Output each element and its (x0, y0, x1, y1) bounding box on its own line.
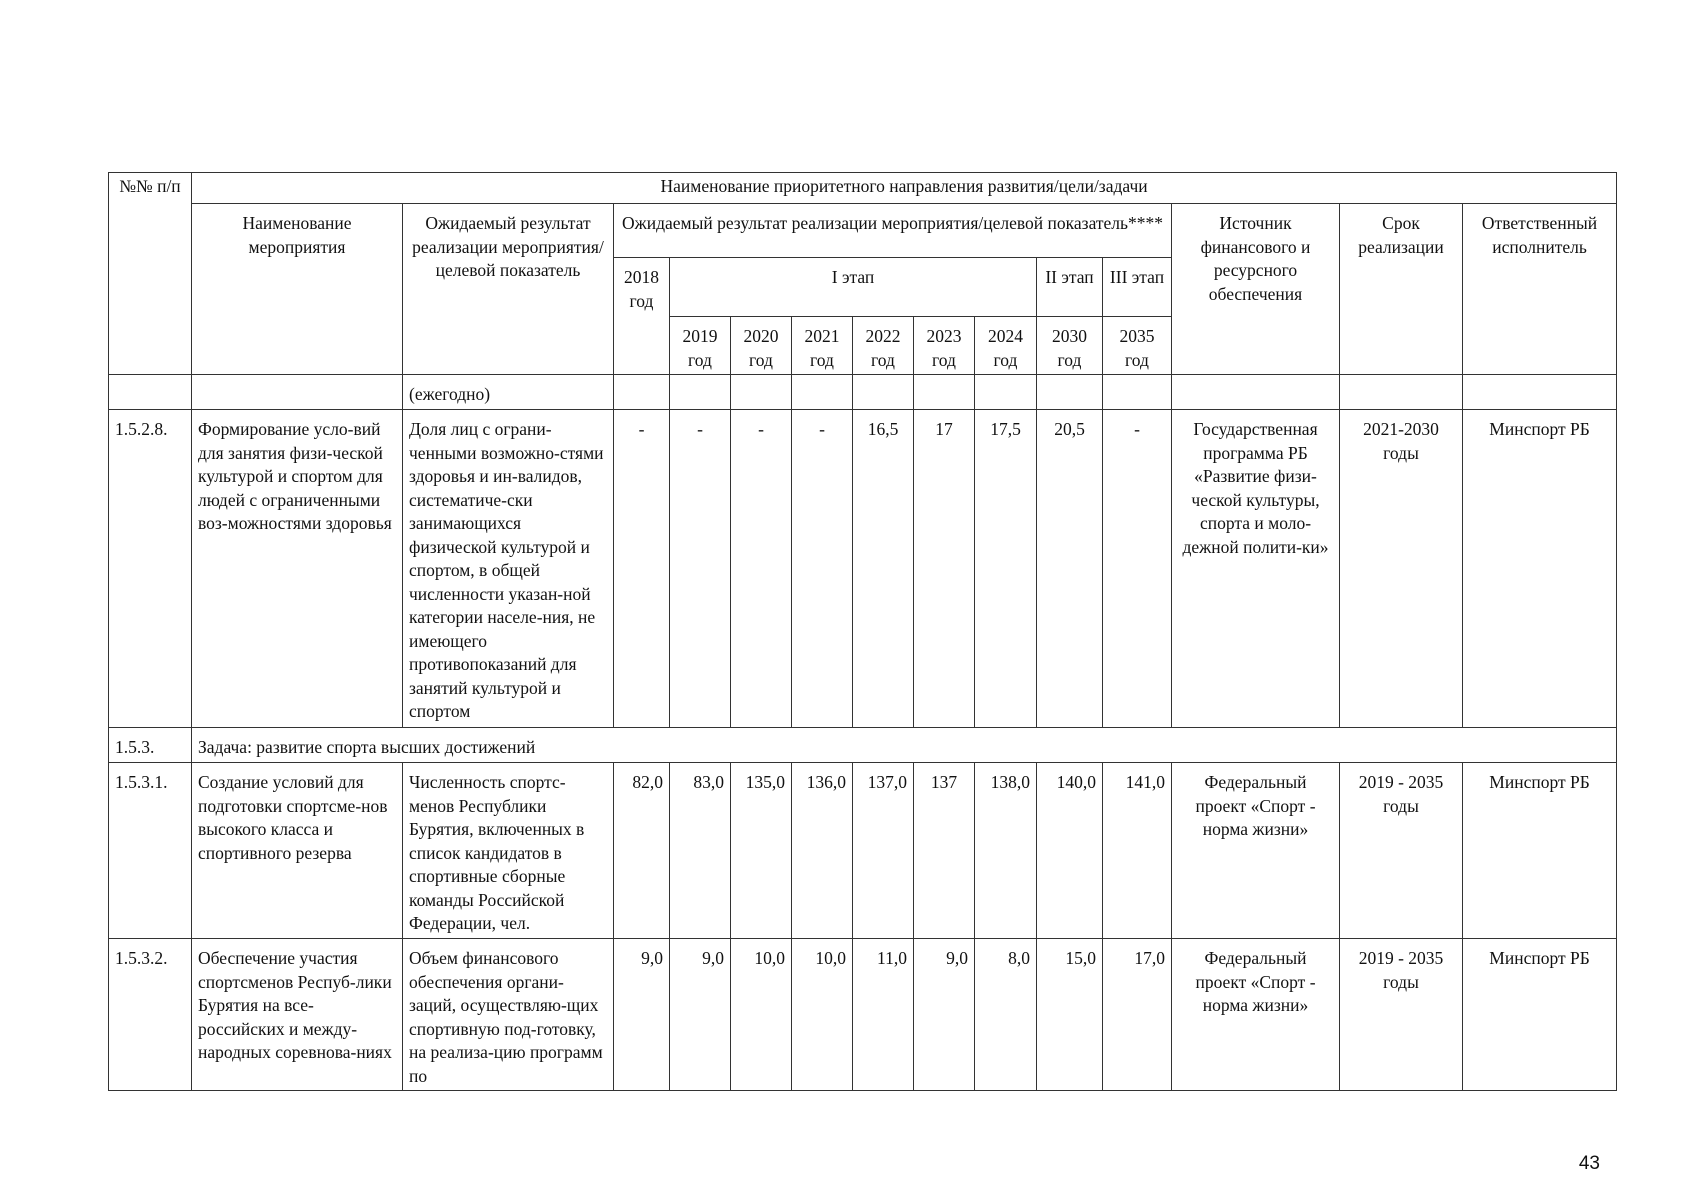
cell-value: 16,5 (853, 410, 914, 728)
header-event-name: Наименование мероприятия (192, 204, 403, 375)
cell-num: 1.5.3. (109, 728, 192, 763)
task-row (109, 728, 1617, 763)
indicator-table (108, 172, 1617, 1091)
cell-value: 17,5 (975, 410, 1037, 728)
cell-value: - (1103, 410, 1172, 728)
cell-num: 1.5.3.2. (109, 939, 192, 1091)
cell-value: 137,0 (853, 763, 914, 939)
cell-value: 11,0 (853, 939, 914, 1091)
header-num: №№ п/п (109, 173, 192, 375)
cell-result: (ежегодно) (403, 375, 614, 410)
cell-num (109, 375, 192, 410)
header-term: Срок реализации (1340, 204, 1463, 375)
cell-name: Обеспечение участия спортсменов Респуб-лики Бурятия на все-российских и между-народных соревнова-ниях (192, 939, 403, 1091)
cell-value: 138,0 (975, 763, 1037, 939)
cell-value: 141,0 (1103, 763, 1172, 939)
header-year: 2020 год (731, 317, 792, 375)
header-year: 2030 год (1037, 317, 1103, 375)
cell-value: - (792, 410, 853, 728)
cell-value: 137 (914, 763, 975, 939)
cell-source: Федеральный проект «Спорт - норма жизни» (1172, 763, 1340, 939)
cell-value: - (614, 410, 670, 728)
table-row (109, 939, 1617, 1091)
header-row-2 (109, 204, 1617, 258)
header-year: 2022 год (853, 317, 914, 375)
header-year: 2019 год (670, 317, 731, 375)
cell-value: 9,0 (670, 939, 731, 1091)
header-row-1 (109, 173, 1617, 204)
cell-term: 2019 - 2035 годы (1340, 763, 1463, 939)
header-stage-2: II этап (1037, 258, 1103, 317)
cell-value: 15,0 (1037, 939, 1103, 1091)
cell-num: 1.5.2.8. (109, 410, 192, 728)
cell-executor: Минспорт РБ (1463, 763, 1617, 939)
cell-name: Формирование усло-вий для занятия физи-ческой культурой и спортом для людей с ограниченными воз-можностями здоровья (192, 410, 403, 728)
table-row (109, 763, 1617, 939)
table-row (109, 375, 1617, 410)
cell-value: 83,0 (670, 763, 731, 939)
cell-value: 140,0 (1037, 763, 1103, 939)
cell-result: Численность спортс-менов Республики Бурятия, включенных в список кандидатов в спортивные сборные команды Российской Федерации, чел. (403, 763, 614, 939)
cell-value: 10,0 (731, 939, 792, 1091)
cell-value: 10,0 (792, 939, 853, 1091)
page-number: 43 (1578, 1153, 1600, 1174)
header-year-2018: 2018 год (614, 258, 670, 375)
header-expected-result: Ожидаемый результат реализации мероприятия/целевой показатель (403, 204, 614, 375)
cell-executor: Минспорт РБ (1463, 410, 1617, 728)
cell-value: - (670, 410, 731, 728)
cell-value: 17 (914, 410, 975, 728)
cell-value: 8,0 (975, 939, 1037, 1091)
cell-value: 17,0 (1103, 939, 1172, 1091)
header-year: 2035 год (1103, 317, 1172, 375)
cell-task: Задача: развитие спорта высших достижений (192, 728, 1617, 763)
header-stage-3: III этап (1103, 258, 1172, 317)
header-expected-indicator: Ожидаемый результат реализации мероприятия/целевой показатель**** (614, 204, 1172, 258)
cell-value: - (731, 410, 792, 728)
cell-value: 82,0 (614, 763, 670, 939)
header-executor: Ответственный исполнитель (1463, 204, 1617, 375)
header-source: Источник финансового и ресурсного обеспечения (1172, 204, 1340, 375)
cell-name (192, 375, 403, 410)
cell-result: Доля лиц с ограни-ченными возможно-стями здоровья и ин-валидов, систематиче-ски занимающихся физической культурой и спортом, в общей численности указан-ной категории населе-ния, не имеющего противопоказаний для занятий культурой и спортом (403, 410, 614, 728)
cell-value: 9,0 (614, 939, 670, 1091)
cell-result: Объем финансового обеспечения органи-заций, осуществляю-щих спортивную под-готовку, на реализа-цию программ по (403, 939, 614, 1091)
cell-value: 20,5 (1037, 410, 1103, 728)
cell-source: Федеральный проект «Спорт - норма жизни» (1172, 939, 1340, 1091)
header-stage-1: I этап (670, 258, 1037, 317)
header-priority: Наименование приоритетного направления развития/цели/задачи (192, 173, 1617, 204)
table-row (109, 410, 1617, 728)
cell-executor: Минспорт РБ (1463, 939, 1617, 1091)
header-year: 2021 год (792, 317, 853, 375)
cell-term: 2019 - 2035 годы (1340, 939, 1463, 1091)
header-year: 2023 год (914, 317, 975, 375)
header-year: 2024 год (975, 317, 1037, 375)
cell-name: Создание условий для подготовки спортсме-нов высокого класса и спортивного резерва (192, 763, 403, 939)
cell-source: Государственная программа РБ «Развитие физи-ческой культуры, спорта и моло-дежной полити-ки» (1172, 410, 1340, 728)
cell-value: 136,0 (792, 763, 853, 939)
cell-num: 1.5.3.1. (109, 763, 192, 939)
cell-value: 135,0 (731, 763, 792, 939)
cell-term: 2021-2030 годы (1340, 410, 1463, 728)
cell-value: 9,0 (914, 939, 975, 1091)
